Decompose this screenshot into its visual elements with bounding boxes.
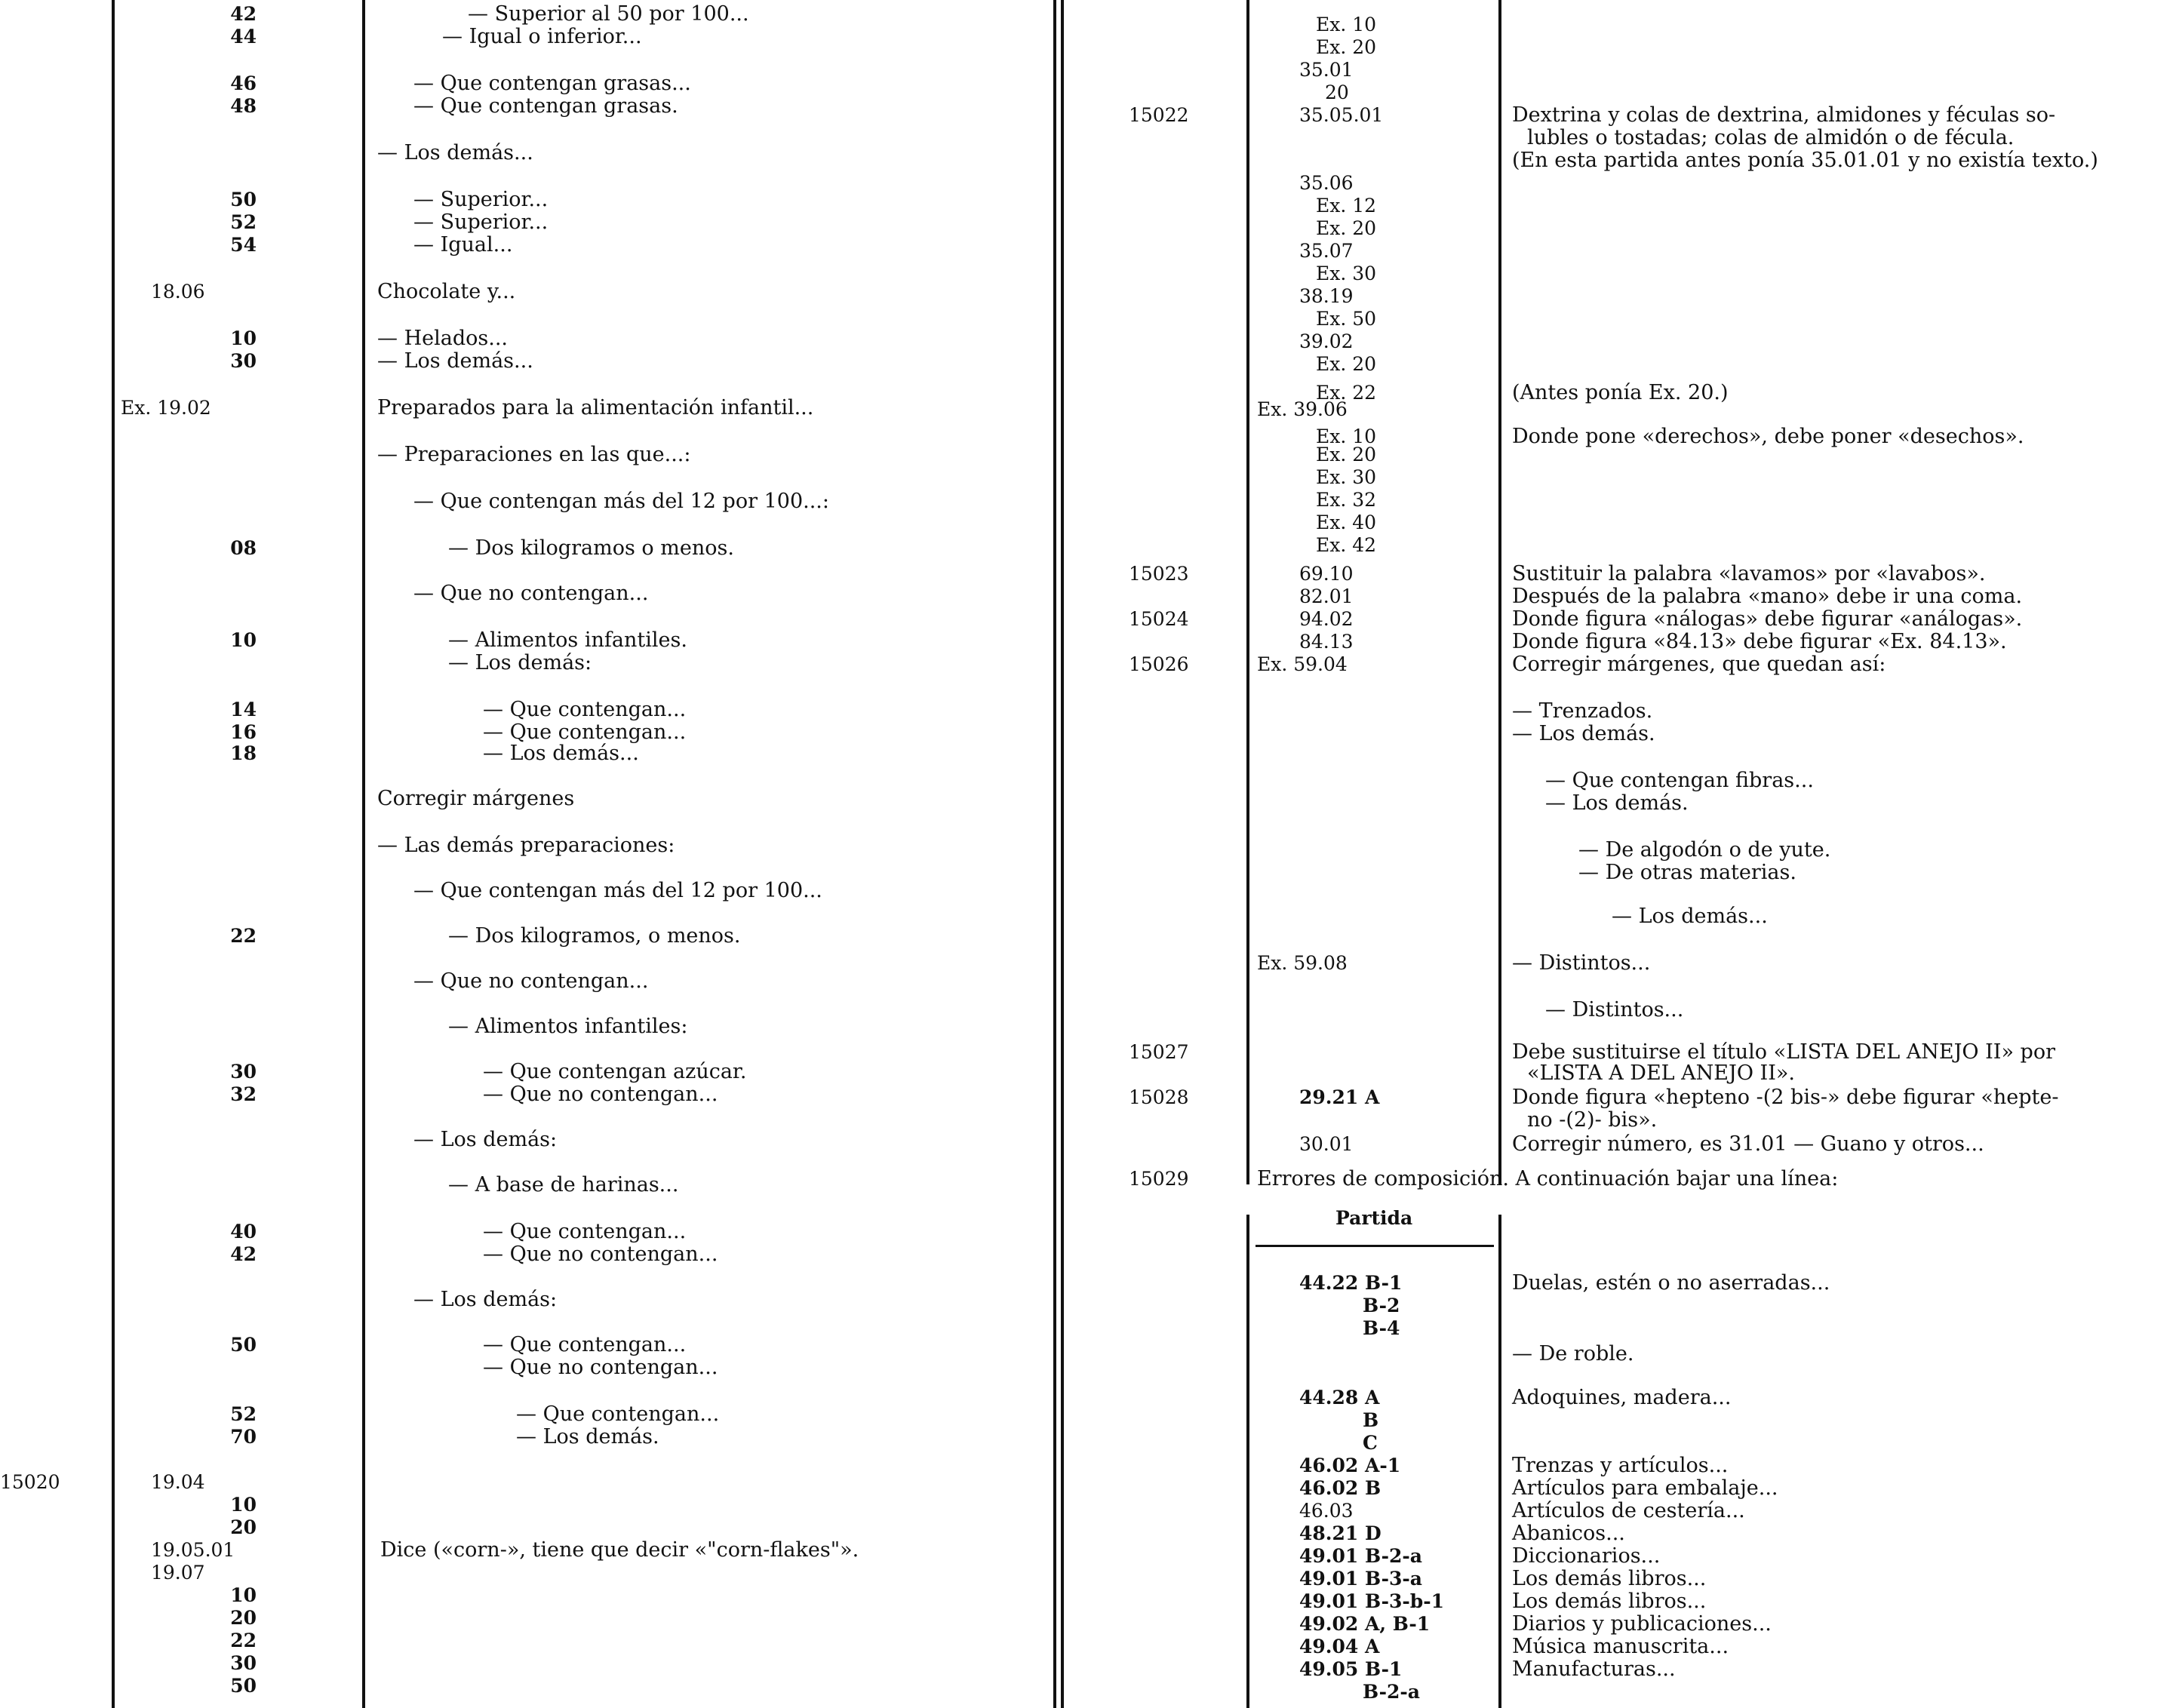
right-code: Ex. 42 <box>1316 534 1377 556</box>
right-description: Abanicos... <box>1512 1522 1625 1545</box>
left-code: 30 <box>230 1061 257 1083</box>
right-description: Manufacturas... <box>1512 1657 1676 1681</box>
right-description: Corregir márgenes, que quedan así: <box>1512 653 1886 676</box>
left-description: — Que contengan... <box>483 1220 687 1243</box>
right-code: 38.19 <box>1299 285 1354 307</box>
left-description: Preparados para la alimentación infantil... <box>377 396 814 419</box>
left-code: 22 <box>230 1630 257 1651</box>
right-description: no -(2)- bis». <box>1527 1108 1658 1132</box>
left-code: 46 <box>230 72 257 94</box>
left-code: 50 <box>230 1334 257 1356</box>
right-code: Ex. 59.04 <box>1257 653 1348 675</box>
right-description: Artículos para embalaje... <box>1512 1476 1778 1500</box>
right-code: 44.22 B-1 <box>1299 1272 1403 1294</box>
right-code: 49.01 B-2-a <box>1299 1545 1422 1567</box>
left-code: 70 <box>230 1426 257 1448</box>
right-description: (En esta partida antes ponía 35.01.01 y no existía texto.) <box>1512 149 2098 172</box>
right-description: (Antes ponía Ex. 20.) <box>1512 381 1729 404</box>
right-code: Ex. 10 <box>1316 425 1377 447</box>
right-description: lubles o tostadas; colas de almidón o de fécula. <box>1527 126 2015 149</box>
left-description: Corregir márgenes <box>377 787 575 810</box>
left-description: — Los demás: <box>413 1128 558 1151</box>
left-description: — Que contengan grasas. <box>413 94 678 118</box>
right-description: Diccionarios... <box>1512 1544 1661 1568</box>
right-description: Artículos de cestería... <box>1512 1499 1745 1522</box>
left-description: — Alimentos infantiles. <box>448 628 687 652</box>
left-description: — Los demás... <box>377 141 533 164</box>
right-code: 35.01 <box>1299 59 1354 81</box>
left-code: 52 <box>230 211 257 233</box>
right-code: 46.03 <box>1299 1500 1354 1522</box>
right-code: B <box>1363 1409 1379 1431</box>
left-description: — Dos kilogramos, o menos. <box>448 924 741 948</box>
right-code: Ex. 20 <box>1316 36 1377 58</box>
right-description: — Los demás. <box>1512 722 1655 745</box>
right-code: 46.02 B <box>1299 1477 1382 1499</box>
left-code: 42 <box>230 3 257 25</box>
left-code: 22 <box>230 925 257 947</box>
right-code: Ex. 20 <box>1316 353 1377 375</box>
right-code: Ex. 32 <box>1316 489 1377 511</box>
right-description: Debe sustituirse el título «LISTA DEL ANEJO II» por <box>1512 1040 2055 1064</box>
right-description: Corregir número, es 31.01 — Guano y otros... <box>1512 1132 1984 1156</box>
right-description: Los demás libros... <box>1512 1567 1707 1590</box>
right-ref-number: 15028 <box>1129 1086 1189 1108</box>
left-code: 30 <box>230 350 257 372</box>
left-code: 54 <box>230 234 257 256</box>
left-code: 44 <box>230 26 257 48</box>
right-code: Ex. 30 <box>1316 466 1377 488</box>
left-description: — Que no contengan... <box>483 1083 718 1106</box>
left-code: 18.06 <box>151 281 205 303</box>
right-description: Donde figura «nálogas» debe figurar «análogas». <box>1512 607 2023 631</box>
right-code: 48.21 D <box>1299 1522 1382 1544</box>
right-ref-number: 15023 <box>1129 563 1189 585</box>
center-rule-a <box>1053 0 1056 1708</box>
right-code: 35.05.01 <box>1299 104 1384 126</box>
right-description: — Los demás... <box>1612 905 1768 928</box>
right-description: «LISTA A DEL ANEJO II». <box>1527 1061 1795 1085</box>
left-code: 19.04 <box>151 1471 205 1493</box>
left-description: — Que contengan... <box>483 1333 687 1356</box>
left-description: — Dos kilogramos o menos. <box>448 536 734 560</box>
right-code: 49.01 B-3-b-1 <box>1299 1590 1444 1612</box>
right-code: B-2 <box>1363 1295 1400 1316</box>
left-description: — Que no contengan... <box>413 969 649 993</box>
left-description: — Preparaciones en las que...: <box>377 443 691 466</box>
partida-rule <box>1256 1245 1494 1247</box>
right-rule-1b <box>1246 1215 1249 1708</box>
left-code: 30 <box>230 1652 257 1674</box>
right-code: 20 <box>1325 81 1349 103</box>
right-description: Los demás libros... <box>1512 1590 1707 1613</box>
right-ref-number: 15029 <box>1129 1168 1189 1190</box>
right-description: — Distintos... <box>1512 951 1651 975</box>
left-description: — Las demás preparaciones: <box>377 834 675 857</box>
left-code: 10 <box>230 1584 257 1606</box>
right-code: 49.02 A, B-1 <box>1299 1613 1431 1635</box>
right-code: Ex. 22 <box>1316 382 1377 404</box>
right-code: 29.21 A <box>1299 1086 1380 1108</box>
right-description: — De otras materias. <box>1578 861 1796 884</box>
left-code: 20 <box>230 1516 257 1538</box>
right-description: — De algodón o de yute. <box>1578 838 1831 862</box>
right-code: Ex. 39.06 <box>1257 398 1348 420</box>
left-code: 52 <box>230 1403 257 1425</box>
left-description: — Igual... <box>413 233 513 257</box>
right-code: Ex. 50 <box>1316 308 1377 330</box>
right-code: 49.01 B-3-a <box>1299 1568 1422 1590</box>
right-description: Donde figura «hepteno -(2 bis-» debe figurar «hepte- <box>1512 1086 2059 1109</box>
right-rule-1 <box>1246 0 1249 1184</box>
left-code: 14 <box>230 699 257 720</box>
right-description: Duelas, estén o no aserradas... <box>1512 1271 1830 1295</box>
right-code: Ex. 30 <box>1316 263 1377 284</box>
left-description: — Superior... <box>413 188 549 211</box>
right-code: 82.01 <box>1299 585 1354 607</box>
left-code: 10 <box>230 1494 257 1516</box>
right-code: 35.07 <box>1299 240 1354 262</box>
right-description: Después de la palabra «mano» debe ir una coma. <box>1512 585 2023 608</box>
right-code: 44.28 A <box>1299 1387 1380 1408</box>
left-code: 32 <box>230 1083 257 1105</box>
left-description: — Que contengan grasas... <box>413 72 691 95</box>
right-code: 39.02 <box>1299 330 1354 352</box>
left-code: Ex. 19.02 <box>121 397 211 419</box>
left-description: — Que contengan más del 12 por 100... <box>413 879 822 902</box>
left-rule-2 <box>362 0 365 1708</box>
right-code: Ex. 59.08 <box>1257 952 1348 974</box>
left-code: 50 <box>230 189 257 210</box>
right-code: B-2-a <box>1363 1681 1420 1703</box>
right-code: 46.02 A-1 <box>1299 1455 1401 1476</box>
left-code: 20 <box>230 1607 257 1629</box>
left-description: Chocolate y... <box>377 280 516 303</box>
right-rule-2 <box>1498 0 1501 1184</box>
right-code: 84.13 <box>1299 631 1354 653</box>
left-description: — Los demás: <box>413 1288 558 1311</box>
right-code: 49.05 B-1 <box>1299 1658 1403 1680</box>
left-description: — Superior al 50 por 100... <box>468 2 749 26</box>
right-code: Partida <box>1335 1207 1413 1229</box>
right-description: Música manuscrita... <box>1512 1635 1729 1658</box>
right-code: 30.01 <box>1299 1133 1354 1155</box>
right-description: Diarios y publicaciones... <box>1512 1612 1772 1636</box>
left-description: — Helados... <box>377 327 508 350</box>
right-description: Sustituir la palabra «lavamos» por «lavabos». <box>1512 562 1986 585</box>
left-description: — Los demás... <box>483 742 639 765</box>
left-description: — Que no contengan... <box>413 582 649 605</box>
right-description: Donde pone «derechos», debe poner «desechos». <box>1512 425 2024 448</box>
right-description: Adoquines, madera... <box>1512 1386 1732 1409</box>
left-code: 19.07 <box>151 1562 205 1584</box>
left-code: 40 <box>230 1221 257 1243</box>
right-ref-number: 15024 <box>1129 608 1189 630</box>
left-description: — Que no contengan... <box>483 1243 718 1266</box>
right-code: Ex. 20 <box>1316 217 1377 239</box>
right-code: 94.02 <box>1299 608 1354 630</box>
left-code: 18 <box>230 742 257 764</box>
right-code: 49.04 A <box>1299 1636 1380 1657</box>
left-code: 19.05.01 <box>151 1539 235 1561</box>
left-code: 42 <box>230 1243 257 1265</box>
left-description: — Que contengan más del 12 por 100...: <box>413 490 829 513</box>
right-description: — Los demás. <box>1545 791 1689 815</box>
left-description: — A base de harinas... <box>448 1173 679 1197</box>
right-ref-number: 15026 <box>1129 653 1189 675</box>
right-description: — De roble. <box>1512 1342 1634 1365</box>
right-code: C <box>1363 1432 1378 1454</box>
right-rule-2b <box>1498 1215 1501 1708</box>
left-description: — Que contengan azúcar. <box>483 1060 747 1083</box>
left-description: Dice («corn-», tiene que decir «"corn-flakes"». <box>380 1538 859 1562</box>
left-description: — Que contengan... <box>483 720 687 744</box>
left-code: 48 <box>230 95 257 117</box>
left-description: — Alimentos infantiles: <box>448 1015 688 1038</box>
right-ref-number: 15022 <box>1129 104 1189 126</box>
left-code: 16 <box>230 721 257 743</box>
left-code: 10 <box>230 327 257 349</box>
left-description: — Que contengan... <box>483 698 687 721</box>
right-description: Dextrina y colas de dextrina, almidones y féculas so- <box>1512 103 2056 127</box>
right-description: — Trenzados. <box>1512 699 1653 723</box>
left-description: — Superior... <box>413 210 549 234</box>
right-description: Errores de composición. A continuación bajar una línea: <box>1257 1167 1839 1190</box>
right-description: — Distintos... <box>1545 998 1684 1021</box>
right-code: Ex. 10 <box>1316 14 1377 35</box>
left-description: — Los demás. <box>516 1425 659 1448</box>
right-code: 69.10 <box>1299 563 1354 585</box>
left-description: — Los demás... <box>377 349 533 373</box>
right-code: Ex. 12 <box>1316 195 1377 217</box>
right-ref-number: 15027 <box>1129 1041 1189 1063</box>
center-rule-b <box>1061 0 1064 1708</box>
right-code: Ex. 20 <box>1316 444 1377 465</box>
right-description: — Que contengan fibras... <box>1545 769 1814 792</box>
left-ref-number: 15020 <box>0 1471 60 1493</box>
left-rule-1 <box>112 0 115 1708</box>
right-description: Donde figura «84.13» debe figurar «Ex. 84.13». <box>1512 630 2007 653</box>
left-code: 50 <box>230 1675 257 1697</box>
right-code: B-4 <box>1363 1317 1400 1339</box>
right-code: Ex. 40 <box>1316 511 1377 533</box>
left-description: — Que no contengan... <box>483 1356 718 1379</box>
left-code: 08 <box>230 537 257 559</box>
left-description: — Igual o inferior... <box>442 25 642 48</box>
left-description: — Los demás: <box>448 651 592 674</box>
right-description: Trenzas y artículos... <box>1512 1454 1729 1477</box>
left-code: 10 <box>230 629 257 651</box>
left-description: — Que contengan... <box>516 1402 720 1426</box>
right-code: 35.06 <box>1299 172 1354 194</box>
